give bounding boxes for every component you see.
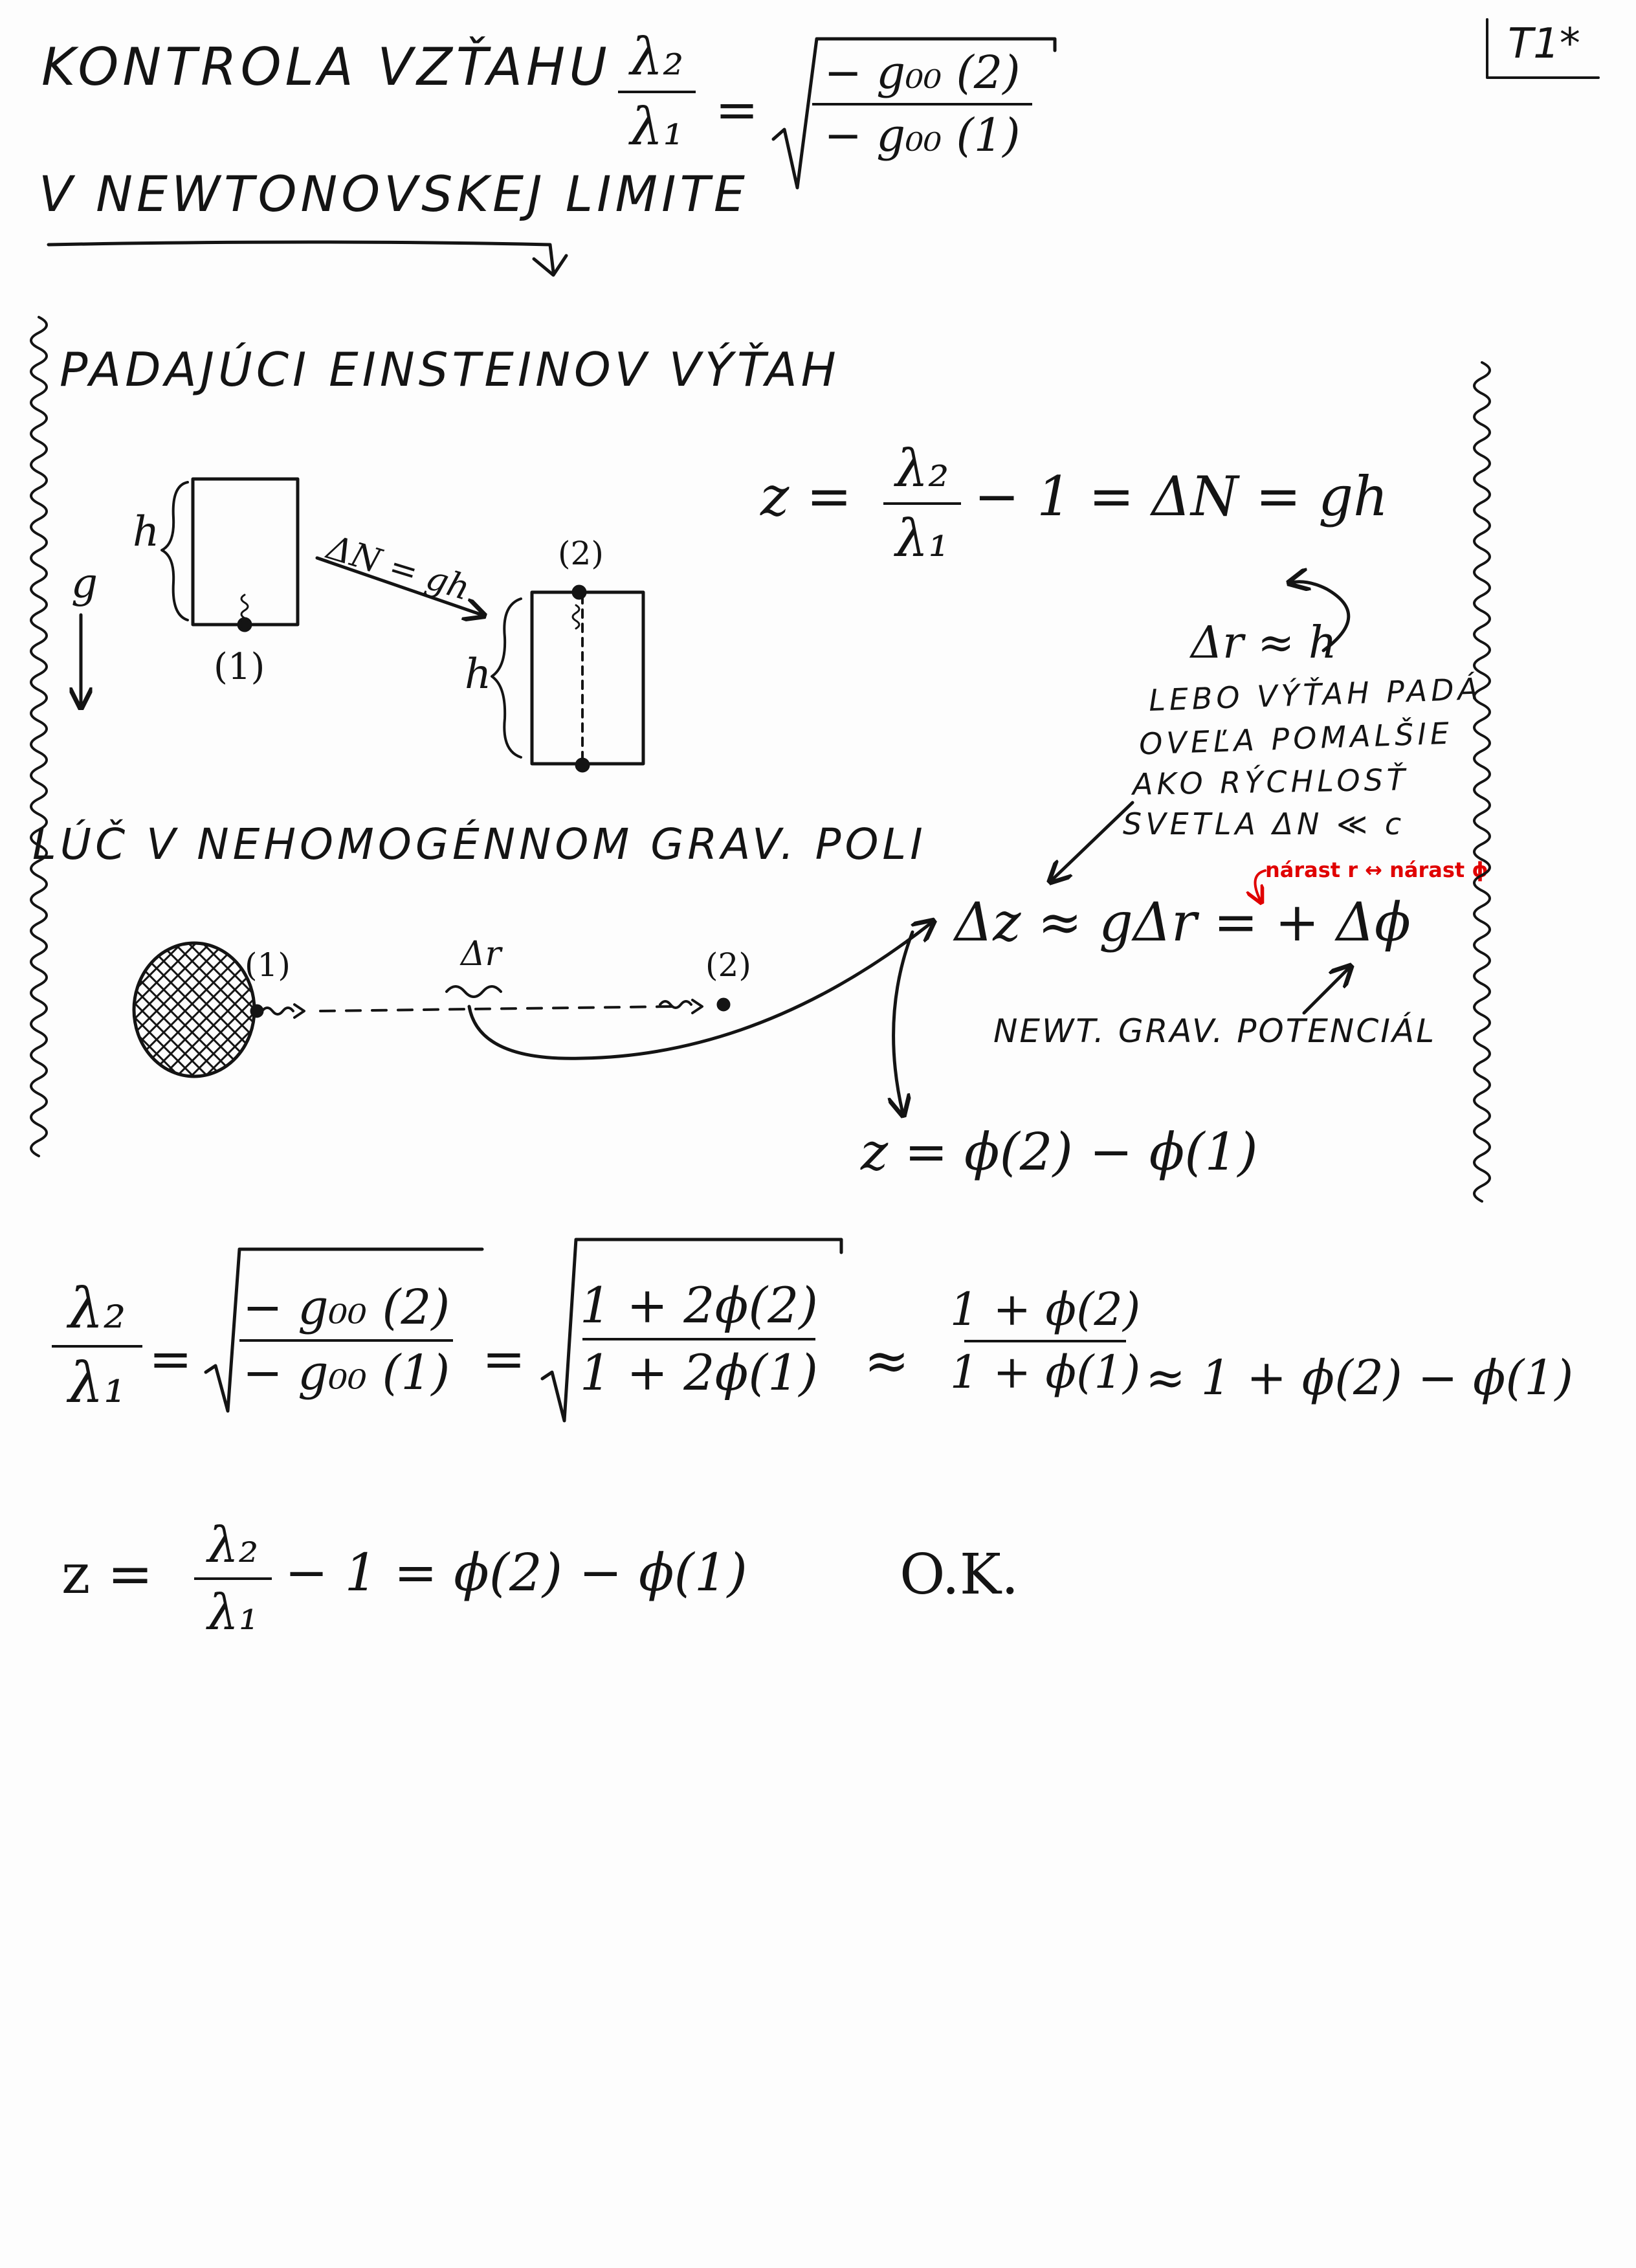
elevator-transition-arrow [317, 558, 482, 615]
elevator-1-point [239, 619, 250, 630]
delta-z-formula: Δz ≈ gΔr = + Δϕ [955, 892, 1411, 953]
dz-to-z-arrow [894, 932, 912, 1113]
z-formula-rhs: − 1 = ΔN = gh [974, 465, 1389, 528]
elevator-h-left: h [133, 508, 160, 556]
deriv-1plus2phi1: 1 + 2ϕ(1) [579, 1343, 819, 1401]
note-line-3: AKO RÝCHLOSŤ [1132, 762, 1409, 802]
lambda1: λ₁ [630, 96, 684, 157]
wavy-border-right [1474, 362, 1490, 1201]
elevator-2 [532, 592, 643, 764]
z-lambda2: λ₂ [895, 438, 949, 498]
deriv-sqrt2-sign [542, 1240, 841, 1421]
deriv-1plus2phi2: 1 + 2ϕ(2) [579, 1276, 819, 1334]
ray-to-dz-arrow [469, 922, 932, 1058]
title-underline-arrow [49, 242, 553, 272]
title-line-2: V NEWTONOVSKEJ LIMITE [39, 165, 749, 223]
g00-2: − g₀₀ (2) [824, 46, 1021, 99]
elevator-2-bottom-point [577, 759, 588, 771]
deriv-equals-1: = [149, 1329, 193, 1389]
z-lambda1: λ₁ [895, 508, 949, 568]
deriv-equals-2: = [482, 1329, 526, 1389]
deriv-sqrt1-sign [206, 1249, 482, 1411]
note-delta-r: Δr ≈ h [1191, 617, 1337, 669]
potential-label: NEWT. GRAV. POTENCIÁL [993, 1012, 1437, 1050]
deriv-1plusphi1: 1 + ϕ(1) [949, 1346, 1141, 1399]
elevator-2-brace [492, 599, 521, 757]
elevator-point1-label: (1) [214, 646, 265, 688]
elevator-1-brace [162, 482, 188, 620]
ray-point-2 [718, 999, 729, 1010]
concl-lhs: z = [61, 1542, 153, 1606]
elevator-point2-label: (2) [558, 535, 604, 572]
note-line-1: LEBO VÝŤAH PADÁ [1148, 671, 1483, 718]
note-line-2: OVEĽA POMALŠIE [1138, 715, 1454, 762]
deriv-lambda2: λ₂ [68, 1276, 126, 1341]
header-sqrt-sign [773, 39, 1055, 188]
deriv-g00-2: − g₀₀ (2) [242, 1280, 450, 1335]
z-phi-formula: z = ϕ(2) − ϕ(1) [861, 1122, 1258, 1182]
deriv-tail: ≈ 1 + ϕ(2) − ϕ(1) [1145, 1350, 1574, 1406]
elevator-arrow-label: ΔN = gh [322, 528, 474, 608]
concl-ok: O.K. [900, 1542, 1019, 1607]
deriv-approx: ≈ [864, 1329, 910, 1392]
ray-point2-label: (2) [705, 946, 751, 984]
ray-dr-label: Δr [461, 935, 502, 973]
potential-arrow [1304, 968, 1349, 1013]
lambda2: λ₂ [630, 27, 684, 87]
z-formula-lhs: z = [760, 465, 852, 528]
ray-heading: LÚČ V NEHOMOGÉNNOM GRAV. POLI [32, 819, 927, 869]
concl-lambda1: λ₁ [207, 1583, 259, 1641]
title-line-1: KONTROLA VZŤAHU [41, 37, 611, 97]
page-tag-bracket [1487, 19, 1598, 78]
dr-arrow-up [1291, 582, 1349, 650]
g00-1: − g₀₀ (1) [824, 109, 1021, 162]
red-annotation-arrow [1255, 871, 1265, 901]
gravity-label: g [71, 560, 98, 608]
page-tag: T1* [1508, 20, 1580, 68]
ray-point1-label: (1) [245, 946, 291, 984]
concl-rhs: − 1 = ϕ(2) − ϕ(1) [285, 1542, 747, 1603]
red-annotation: nárast r ↔ nárast ϕ [1265, 858, 1488, 882]
note-line-4: SVETLA ΔN ≪ c [1123, 806, 1406, 841]
elevator-h-right: h [465, 650, 492, 698]
wavy-border-left [31, 317, 47, 1156]
header-equals: = [715, 80, 759, 140]
concl-lambda2: λ₂ [207, 1516, 259, 1573]
light-ray-dashed [320, 1006, 673, 1011]
deriv-g00-1: − g₀₀ (1) [242, 1345, 450, 1401]
note-to-dz-arrow [1052, 803, 1133, 880]
mass-body [134, 943, 254, 1076]
deriv-1plusphi2: 1 + ϕ(2) [949, 1283, 1141, 1336]
elevator-2-top-point [573, 586, 585, 598]
deriv-lambda1: λ₁ [68, 1350, 126, 1416]
elevator-heading: PADAJÚCI EINSTEINOV VÝŤAH [60, 342, 840, 397]
